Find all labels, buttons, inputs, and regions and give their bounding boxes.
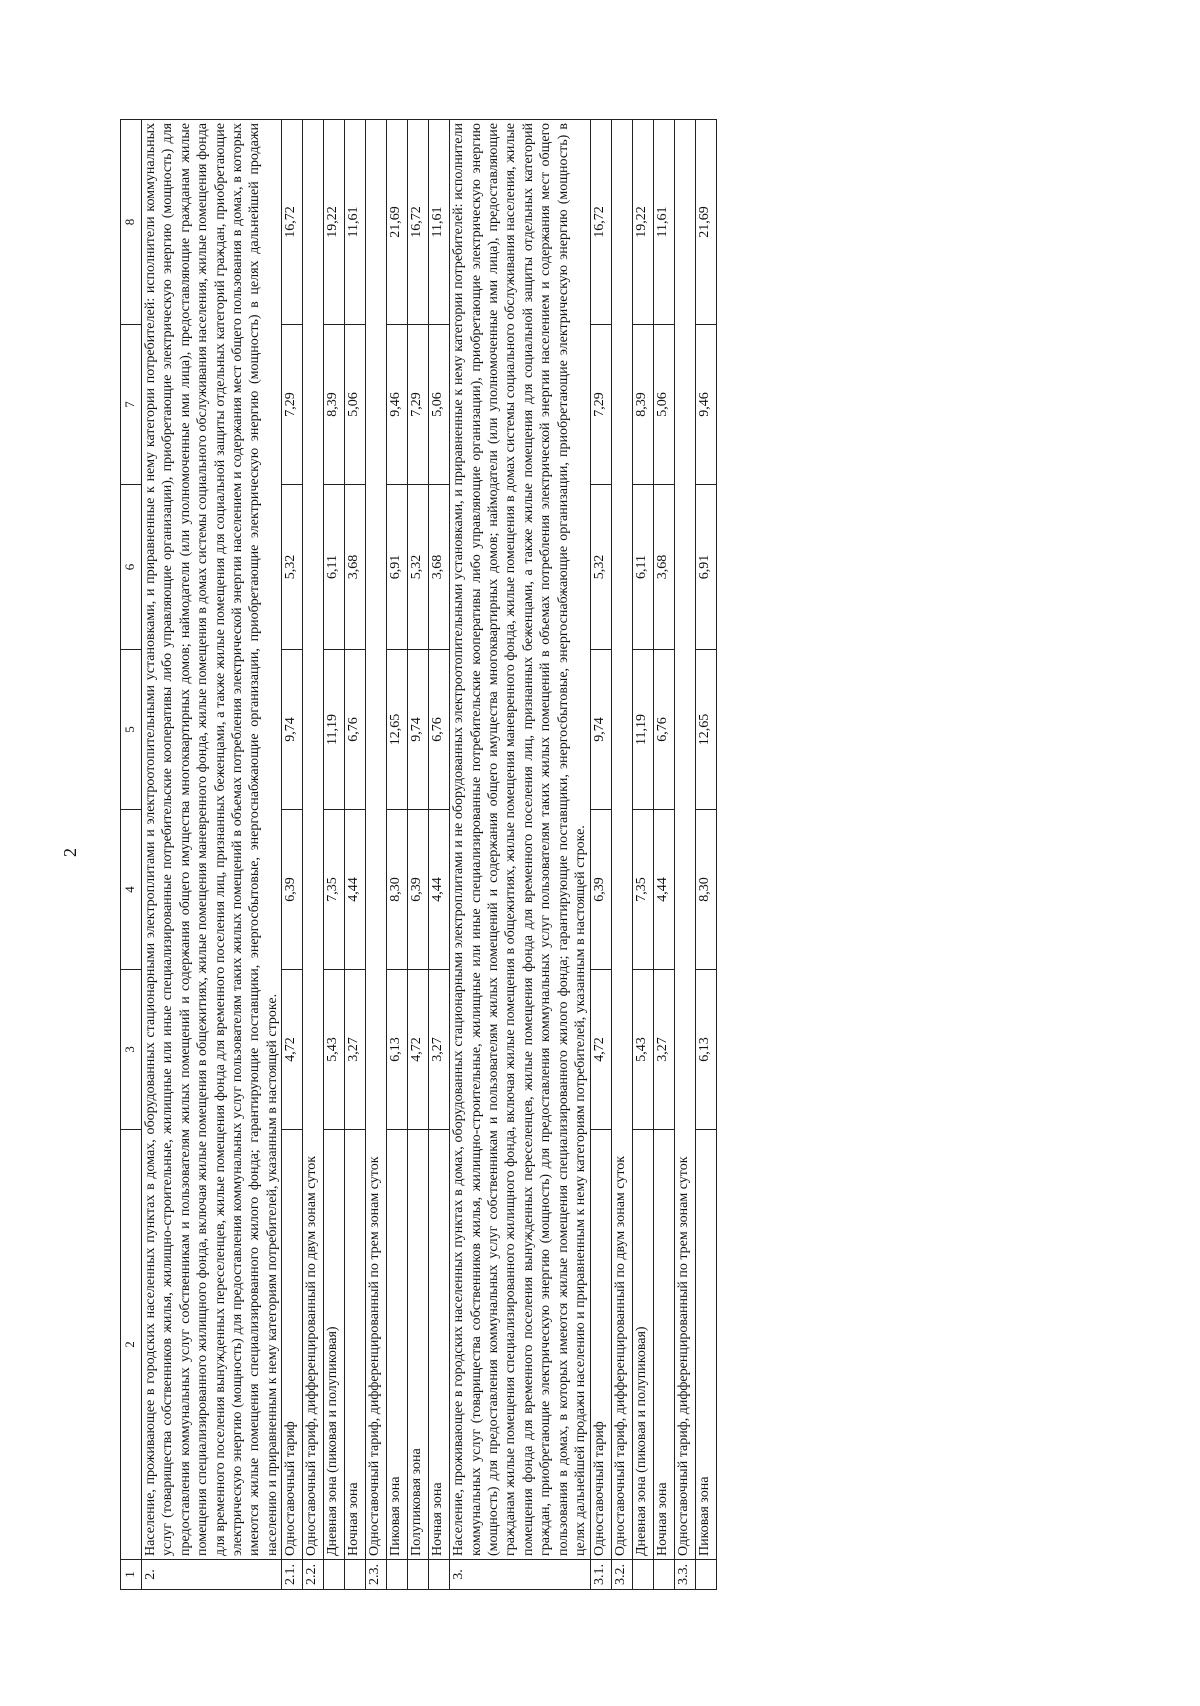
tariff-label: Дневная зона (пиковая и полупиковая) (632, 1130, 653, 1560)
tariff-value: 6,11 (632, 485, 653, 650)
column-number: 6 (121, 485, 142, 650)
tariff-value: 3,68 (345, 485, 366, 650)
tariff-value: 4,72 (408, 970, 429, 1130)
tariff-row (590, 120, 611, 1590)
tariff-value: 8,39 (324, 325, 345, 485)
tariff-value: 9,74 (408, 650, 429, 810)
tariff-value: 6,13 (695, 970, 716, 1130)
tariff-value: 16,72 (282, 120, 303, 325)
row-number (632, 1560, 653, 1590)
tariff-row (345, 120, 366, 1590)
tariff-value: 21,69 (695, 120, 716, 325)
category-row (450, 120, 590, 1590)
tariff-table (120, 119, 717, 1590)
tariff-label: Одноставочный тариф (282, 1130, 303, 1560)
tariff-value: 11,61 (429, 120, 450, 325)
tariff-value: 6,13 (387, 970, 408, 1130)
tariff-value: 7,29 (408, 325, 429, 485)
tariff-group-label: Одноставочный тариф, дифференцированный по двум зонам суток (611, 120, 632, 1560)
row-number (653, 1560, 674, 1590)
tariff-row (429, 120, 450, 1590)
column-number: 1 (121, 1560, 142, 1590)
tariff-value: 6,39 (590, 810, 611, 970)
tariff-row (408, 120, 429, 1590)
tariff-group-label: Одноставочный тариф, дифференцированный по трем зонам суток (366, 120, 387, 1560)
tariff-value: 21,69 (387, 120, 408, 325)
tariff-value: 6,76 (653, 650, 674, 810)
rotated-page-content (120, 120, 1080, 1590)
tariff-value: 5,32 (590, 485, 611, 650)
tariff-value: 9,74 (282, 650, 303, 810)
tariff-row (282, 120, 303, 1590)
row-number: 2.3. (366, 1560, 387, 1590)
tariff-value: 3,27 (653, 970, 674, 1130)
tariff-label: Ночная зона (429, 1130, 450, 1560)
tariff-value: 5,32 (282, 485, 303, 650)
row-number (695, 1560, 716, 1590)
tariff-value: 3,27 (345, 970, 366, 1130)
column-number: 8 (121, 120, 142, 325)
tariff-value: 19,22 (632, 120, 653, 325)
row-number: 3.3. (674, 1560, 695, 1590)
tariff-group-label: Одноставочный тариф, дифференцированный по двум зонам суток (303, 120, 324, 1560)
tariff-value: 11,61 (653, 120, 674, 325)
row-number: 2.1. (282, 1560, 303, 1590)
tariff-value: 16,72 (590, 120, 611, 325)
tariff-value: 5,06 (429, 325, 450, 485)
tariff-value: 9,46 (695, 325, 716, 485)
row-number: 3. (450, 1560, 590, 1590)
tariff-row (632, 120, 653, 1590)
tariff-group-label: Одноставочный тариф, дифференцированный по трем зонам суток (674, 120, 695, 1560)
tariff-row (674, 120, 695, 1590)
tariff-value: 3,68 (653, 485, 674, 650)
tariff-value: 6,91 (695, 485, 716, 650)
tariff-value: 6,39 (408, 810, 429, 970)
row-number (408, 1560, 429, 1590)
tariff-value: 11,19 (324, 650, 345, 810)
column-number: 3 (121, 970, 142, 1130)
tariff-label: Одноставочный тариф (590, 1130, 611, 1560)
tariff-value: 8,30 (695, 810, 716, 970)
tariff-value: 11,19 (632, 650, 653, 810)
tariff-value: 8,30 (387, 810, 408, 970)
column-number: 4 (121, 810, 142, 970)
tariff-value: 4,72 (590, 970, 611, 1130)
row-number (387, 1560, 408, 1590)
column-number: 7 (121, 325, 142, 485)
tariff-value: 16,72 (408, 120, 429, 325)
tariff-value: 4,44 (653, 810, 674, 970)
tariff-value: 4,72 (282, 970, 303, 1130)
row-number: 3.1. (590, 1560, 611, 1590)
tariff-row (324, 120, 345, 1590)
tariff-value: 19,22 (324, 120, 345, 325)
tariff-label: Полупиковая зона (408, 1130, 429, 1560)
tariff-label: Ночная зона (345, 1130, 366, 1560)
tariff-row (611, 120, 632, 1590)
tariff-value: 6,11 (324, 485, 345, 650)
row-number: 3.2. (611, 1560, 632, 1590)
page-number: 2 (60, 848, 80, 857)
row-number (429, 1560, 450, 1590)
tariff-label: Пиковая зона (387, 1130, 408, 1560)
row-number (345, 1560, 366, 1590)
column-number: 5 (121, 650, 142, 810)
tariff-value: 5,32 (408, 485, 429, 650)
tariff-value: 6,91 (387, 485, 408, 650)
tariff-row (695, 120, 716, 1590)
category-description: Население, проживающее в городских населенных пунктах в домах, оборудованных стационарными электроплитами и электроотопительными установками, и приравненные к нему категории потребителей: исполнители коммунальных услуг (товарищества собственников жилья, жилищно-строительные, жилищные или иные специализированные потребительские кооперативы либо управляющие организации), приобретающие электрическую энергию (мощность) для предоставления коммунальных услуг собственникам и пользователям жилых помещений и содержания общего имущества многоквартирных домов; наймодатели (или уполномоченные ими лица), предоставляющие гражданам жилые помещения специализированного жилищного фонда, включая жилые помещения в общежитиях, жилые помещения маневренного фонда, жилые помещения в домах системы социального обслуживания населения, жилые помещения фонда для временного поселения вынужденных переселенцев, жилые помещения фонда для временного поселения лиц, признанных беженцами, а также жилые помещения для социальной защиты отдельных категорий граждан, приобретающие электрическую энергию (мощность) для предоставления коммунальных услуг пользователям таких жилых помещений в объемах потребления электрической энергии населением и содержания мест общего пользования в домах, в которых имеются жилые помещения специализированного жилого фонда; гарантирующие поставщики, энергосбытовые, энергоснабжающие организации, приобретающие электрическую энергию (мощность) в целях дальнейшей продажи населению и приравненным к нему категориям потребителей, указанным в настоящей строке. (142, 120, 282, 1560)
tariff-value: 7,29 (590, 325, 611, 485)
tariff-value: 7,29 (282, 325, 303, 485)
tariff-value: 7,35 (632, 810, 653, 970)
tariff-row (387, 120, 408, 1590)
tariff-value: 5,43 (632, 970, 653, 1130)
tariff-value: 5,43 (324, 970, 345, 1130)
tariff-value: 9,46 (387, 325, 408, 485)
column-number-row (121, 120, 142, 1590)
tariff-label: Ночная зона (653, 1130, 674, 1560)
tariff-value: 3,68 (429, 485, 450, 650)
tariff-row (366, 120, 387, 1590)
tariff-value: 6,76 (429, 650, 450, 810)
tariff-table-body (121, 120, 717, 1590)
tariff-value: 12,65 (387, 650, 408, 810)
tariff-value: 9,74 (590, 650, 611, 810)
column-number: 2 (121, 1130, 142, 1560)
tariff-row (303, 120, 324, 1590)
row-number: 2. (142, 1560, 282, 1590)
row-number (324, 1560, 345, 1590)
tariff-value: 12,65 (695, 650, 716, 810)
tariff-value: 5,06 (653, 325, 674, 485)
tariff-value: 4,44 (345, 810, 366, 970)
tariff-value: 6,76 (345, 650, 366, 810)
tariff-value: 3,27 (429, 970, 450, 1130)
tariff-value: 5,06 (345, 325, 366, 485)
category-description: Население, проживающее в городских населенных пунктах в домах, оборудованных стационарными электроплитами и не оборудованных электроотопительными установками, и приравненные к нему категории потребителей: исполнители коммунальных услуг (товарищества собственников жилья, жилищно-строительные, жилищные или иные специализированные потребительские кооперативы либо управляющие организации), приобретающие электрическую энергию (мощность) для предоставления коммунальных услуг собственникам и пользователям жилых помещений и содержания общего имущества многоквартирных домов; наймодатели (или уполномоченные ими лица), предоставляющие гражданам жилые помещения специализированного жилищного фонда, включая жилые помещения в общежитиях, жилые помещения маневренного фонда, жилые помещения в домах системы социального обслуживания населения, жилые помещения фонда для временного поселения вынужденных переселенцев, жилые помещения фонда для временного поселения лиц, признанных беженцами, а также жилые помещения для социальной защиты отдельных категорий граждан, приобретающие электрическую энергию (мощность) для предоставления коммунальных услуг пользователям таких жилых помещений в объемах потребления электрической энергии населением и содержания мест общего пользования в домах, в которых имеются жилые помещения специализированного жилого фонда; гарантирующие поставщики, энергосбытовые, энергоснабжающие организации, приобретающие электрическую энергию (мощность) в целях дальнейшей продажи населению и приравненным к нему категориям потребителей, указанным в настоящей строке. (450, 120, 590, 1560)
tariff-value: 4,44 (429, 810, 450, 970)
tariff-row (653, 120, 674, 1590)
category-row (142, 120, 282, 1590)
tariff-value: 8,39 (632, 325, 653, 485)
tariff-label: Дневная зона (пиковая и полупиковая) (324, 1130, 345, 1560)
tariff-value: 11,61 (345, 120, 366, 325)
tariff-value: 7,35 (324, 810, 345, 970)
tariff-value: 6,39 (282, 810, 303, 970)
row-number: 2.2. (303, 1560, 324, 1590)
tariff-label: Пиковая зона (695, 1130, 716, 1560)
